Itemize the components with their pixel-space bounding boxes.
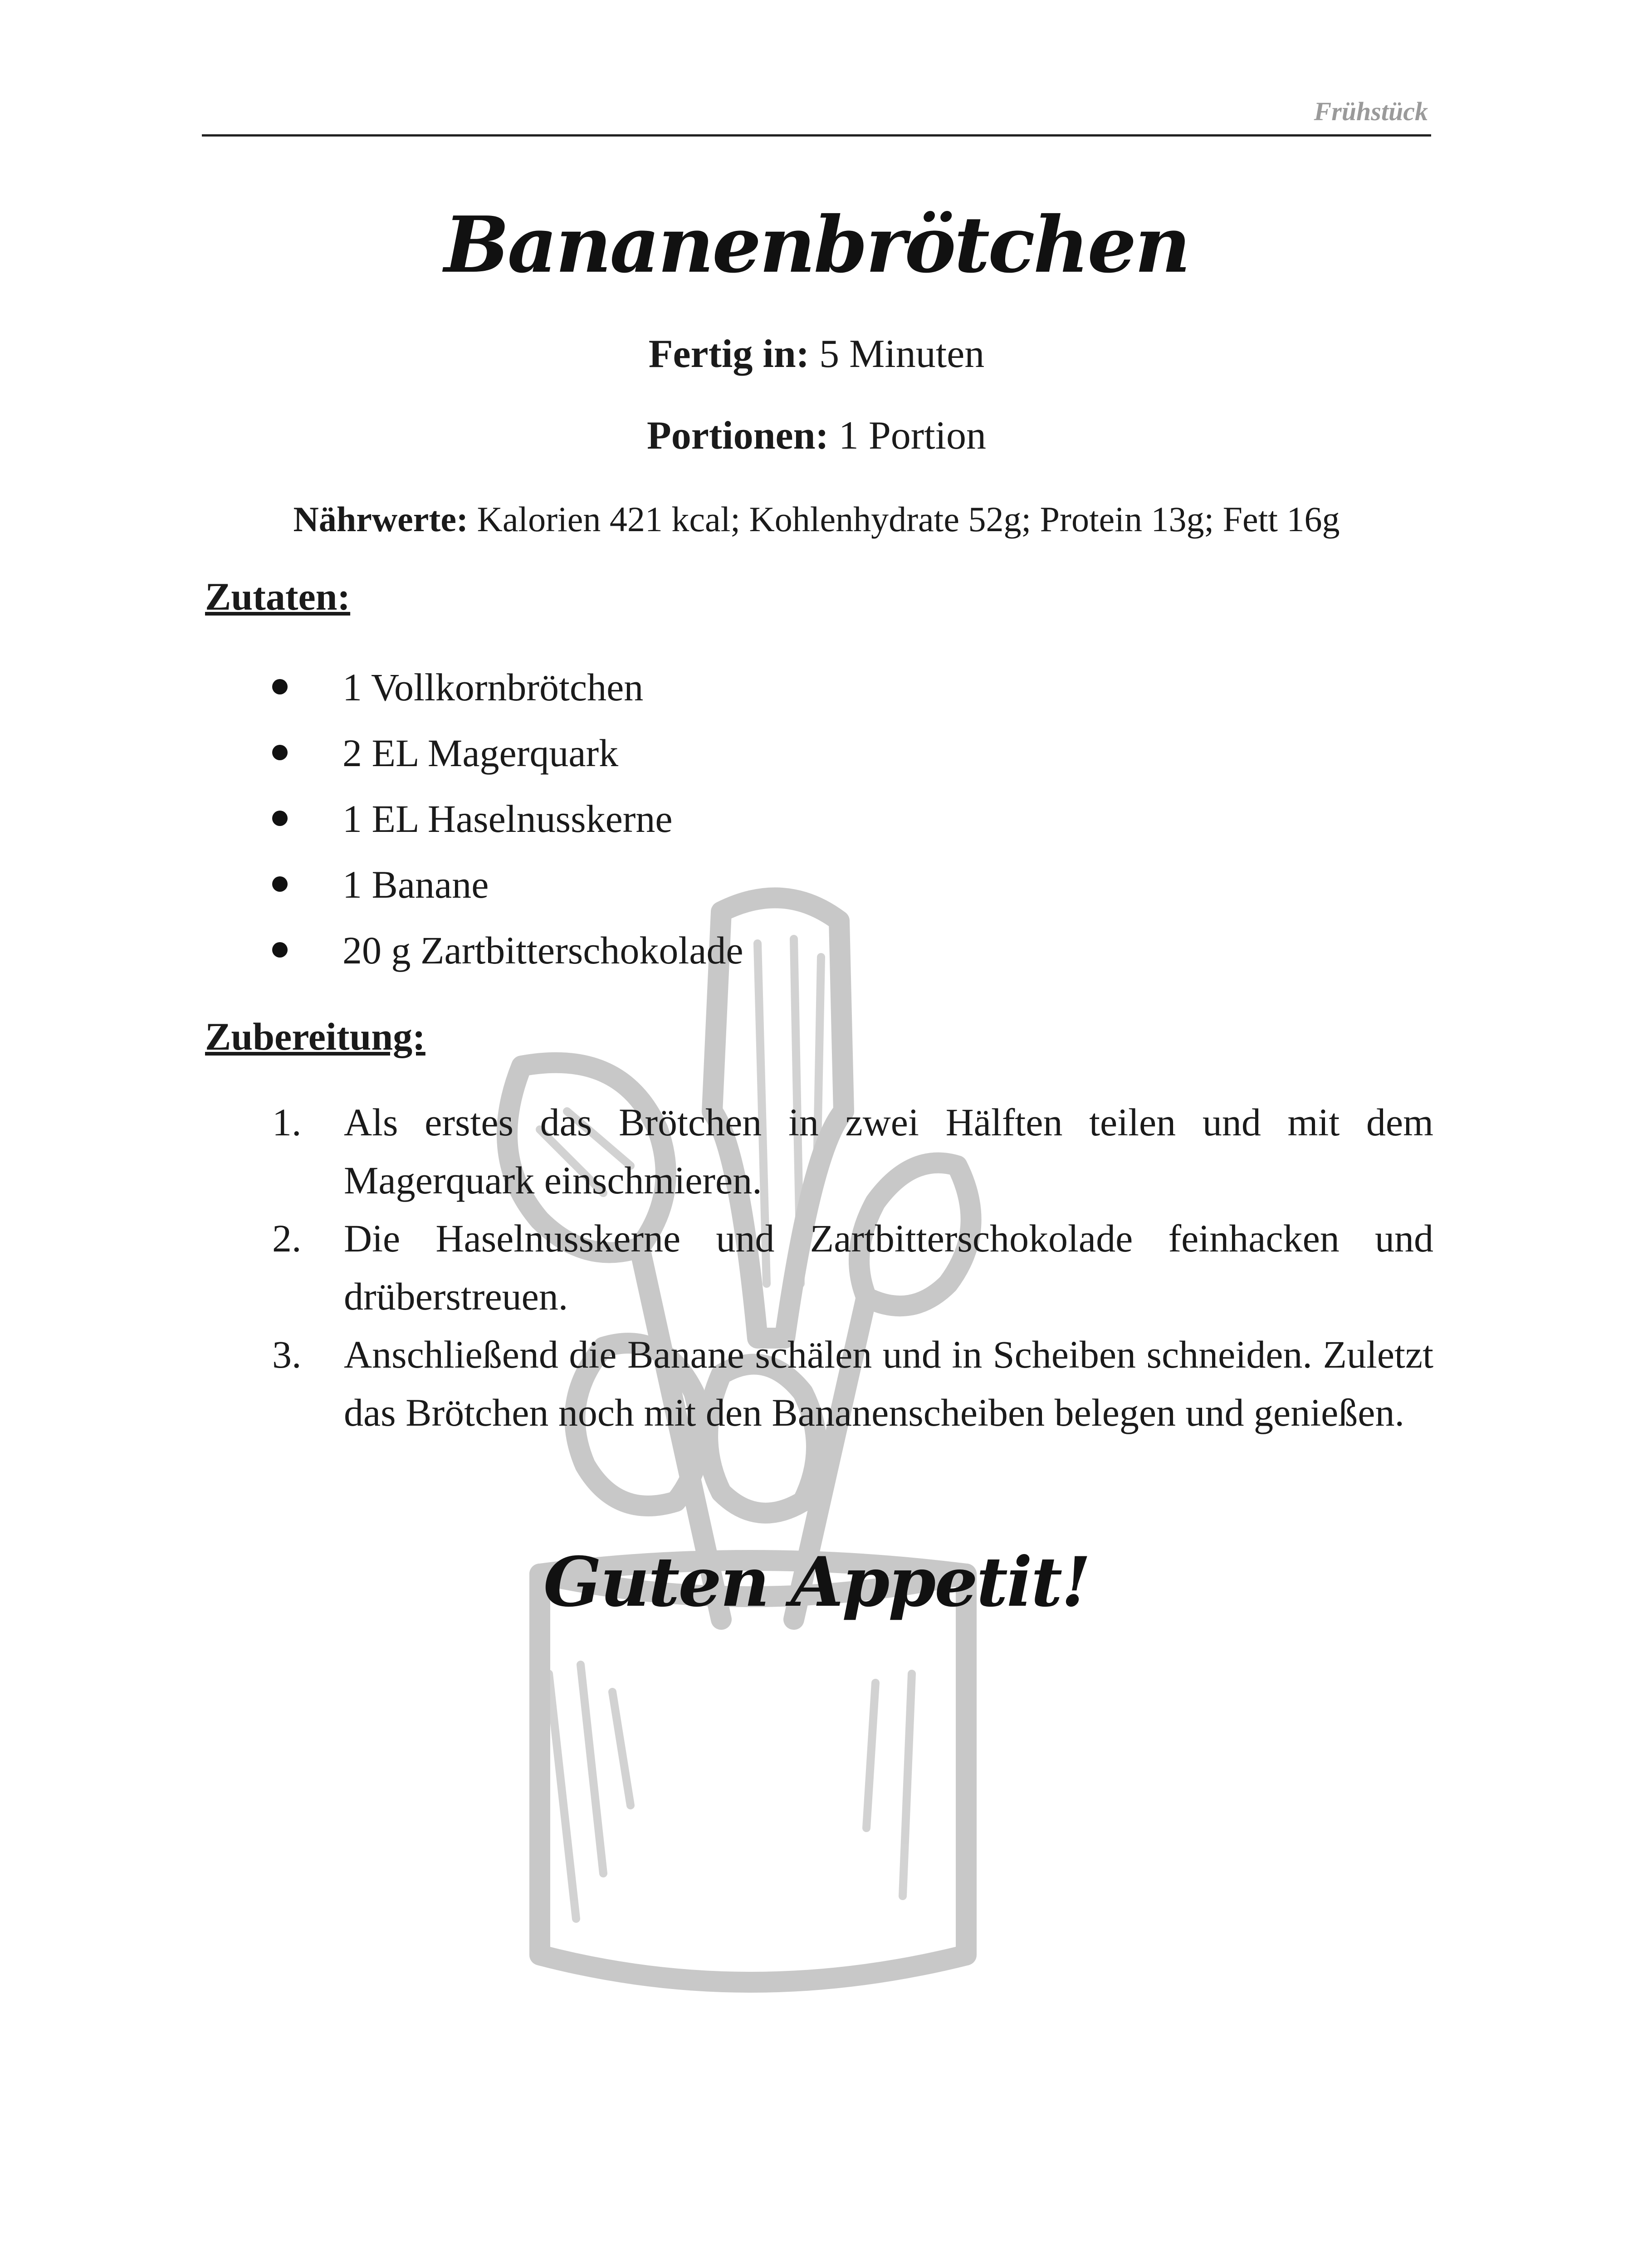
- step-number: 3.: [272, 1333, 302, 1376]
- portions-value: 1 Portion: [838, 414, 986, 458]
- prep-time-label: Fertig in:: [648, 332, 810, 376]
- recipe-title: Bananenbrötchen: [444, 200, 1189, 290]
- ingredient-text: 1 Vollkornbrötchen: [342, 665, 644, 709]
- step-item: [272, 1209, 1433, 1325]
- step-text: Anschließend die Banane schälen und in Scheiben schneiden. Zuletzt das Brötchen noch mit den Bananenscheiben belegen und genießen.: [344, 1333, 1433, 1434]
- running-header: Frühstück: [1314, 97, 1428, 126]
- ingredient-item: [272, 794, 743, 860]
- bullet-icon: [272, 942, 288, 958]
- kitchen-utensils-jar-icon: [467, 875, 1030, 2028]
- step-item: [272, 1093, 1433, 1209]
- ingredient-item: [272, 860, 743, 925]
- ingredient-item: [272, 925, 743, 991]
- header-divider: [202, 134, 1431, 137]
- step-number: 1.: [272, 1100, 302, 1144]
- bullet-icon: [272, 876, 288, 892]
- nutrition-label: Nährwerte:: [293, 499, 468, 539]
- closing-phrase: Guten Appetit!: [543, 1542, 1090, 1622]
- bullet-icon: [272, 745, 288, 760]
- step-text: Als erstes das Brötchen in zwei Hälften teilen und mit dem Magerquark einschmieren.: [344, 1100, 1433, 1202]
- bullet-icon: [272, 679, 288, 694]
- ingredient-text: 1 EL Haselnusskerne: [342, 797, 673, 841]
- nutrition-info: [0, 499, 1633, 540]
- ingredient-item: [272, 662, 743, 728]
- portions: [0, 413, 1633, 459]
- step-number: 2.: [272, 1217, 302, 1260]
- preparation-heading: Zubereitung:: [205, 1015, 425, 1058]
- prep-time: [0, 331, 1633, 377]
- ingredients-heading: Zutaten:: [205, 575, 351, 618]
- ingredients-list: [272, 662, 743, 991]
- nutrition-value: Kalorien 421 kcal; Kohlenhydrate 52g; Protein 13g; Fett 16g: [477, 499, 1340, 539]
- bullet-icon: [272, 811, 288, 826]
- step-text: Die Haselnusskerne und Zartbitterschokolade feinhacken und drüberstreuen.: [344, 1217, 1433, 1318]
- ingredient-item: [272, 728, 743, 794]
- portions-label: Portionen:: [647, 414, 829, 458]
- step-item: [272, 1325, 1433, 1442]
- ingredient-text: 2 EL Magerquark: [342, 731, 619, 775]
- ingredient-text: 20 g Zartbitterschokolade: [342, 929, 743, 972]
- ingredient-text: 1 Banane: [342, 863, 489, 906]
- prep-time-value: 5 Minuten: [819, 332, 985, 376]
- preparation-steps: [272, 1093, 1433, 1442]
